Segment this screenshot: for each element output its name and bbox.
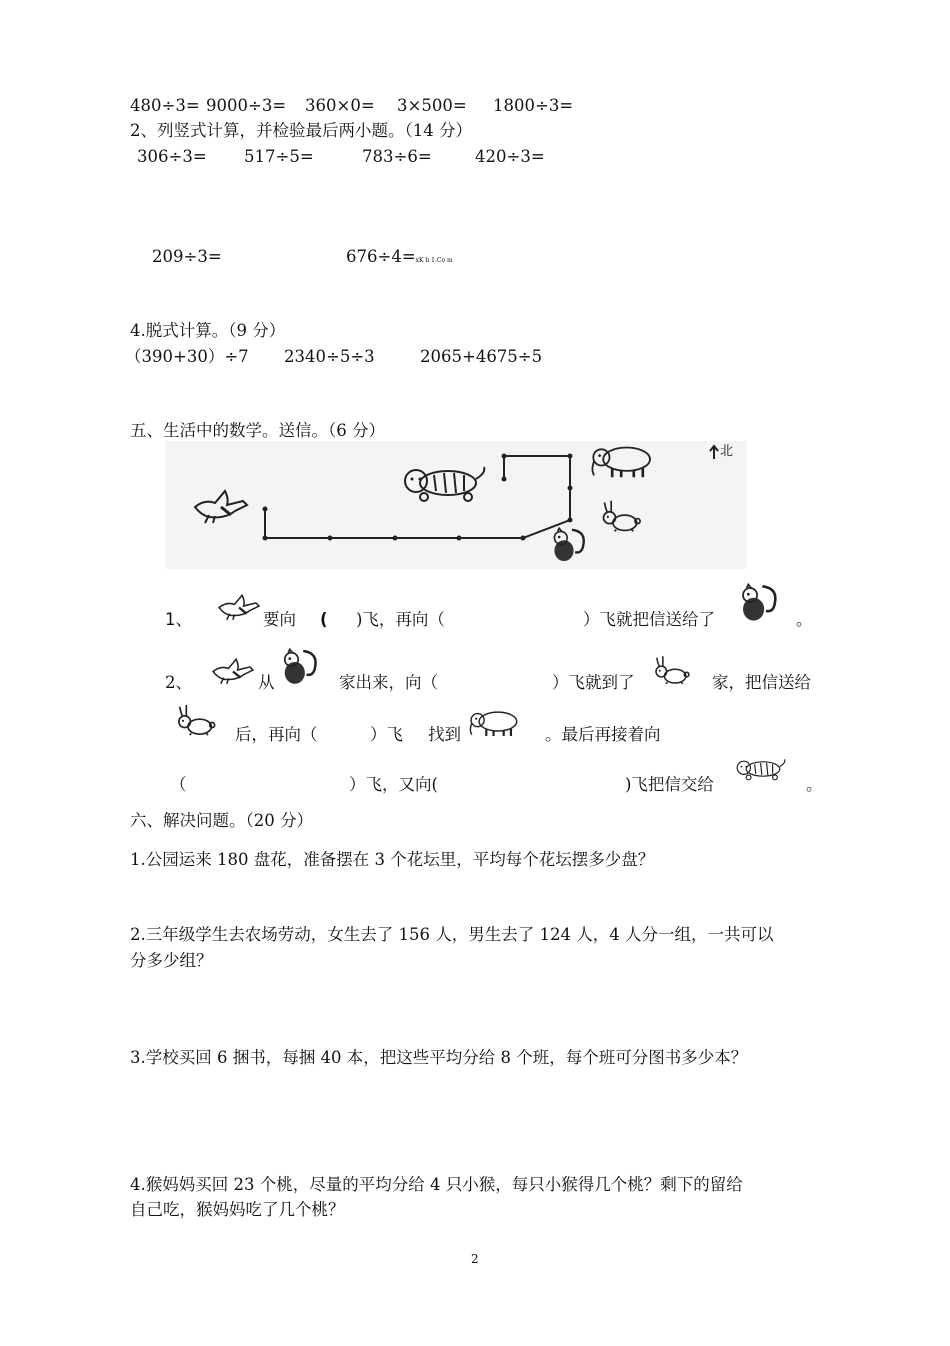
q2-text-4: 家，把信送给 bbox=[712, 673, 811, 692]
rabbit-icon bbox=[168, 700, 218, 740]
page-number: 2 bbox=[471, 1252, 479, 1266]
q2-number: 2、 bbox=[165, 673, 192, 692]
problem-4-line-1: 4.猴妈妈买回 23 个桃，尽量的平均分给 4 只小猴，每只小猴得几个桃？剩下的留给 bbox=[130, 1175, 743, 1194]
vertical-calc-676-text: 676÷4= bbox=[346, 247, 416, 266]
problem-3: 3.学校买回 6 捆书，每捆 40 本，把这些平均分给 8 个班，每个班可分图书多少本？ bbox=[130, 1048, 748, 1067]
q2-text-11: )飞把信交给 bbox=[625, 775, 714, 794]
q1-text-3: ）飞就把信送给了 bbox=[583, 610, 715, 629]
q2-text-7: 找到 bbox=[428, 725, 461, 744]
q1-number: 1、 bbox=[165, 610, 192, 629]
problem-4-line-2: 自己吃，猴妈妈吃了几个桃？ bbox=[130, 1200, 345, 1219]
section4-heading: 4.脱式计算。（9 分） bbox=[130, 321, 286, 340]
north-label: 北 bbox=[720, 444, 734, 459]
vertical-calc-306: 306÷3= bbox=[137, 147, 207, 166]
section6-heading: 六、解决问题。（20 分） bbox=[130, 811, 313, 830]
q2-text-5: 后，再向（ bbox=[235, 725, 318, 744]
vertical-calc-420: 420÷3= bbox=[475, 147, 545, 166]
vertical-calc-783: 783÷6= bbox=[362, 147, 432, 166]
vertical-calc-209: 209÷3= bbox=[152, 247, 222, 266]
dove-icon bbox=[210, 650, 256, 690]
section2-heading: 2、列竖式计算，并检验最后两小题。（14 分） bbox=[130, 121, 472, 140]
q1-paren-open: ( bbox=[320, 610, 328, 629]
rabbit-icon bbox=[646, 650, 692, 690]
section5-heading: 五、生活中的数学。送信。（6 分） bbox=[130, 421, 385, 440]
q2-end: 。 bbox=[806, 775, 823, 794]
step-calc-1: （390+30）÷7 bbox=[125, 347, 249, 366]
vertical-calc-676 bbox=[346, 247, 453, 267]
tiger-icon bbox=[733, 748, 787, 790]
q2-text-2: 家出来，向（ bbox=[339, 673, 438, 692]
watermark: xK b 1.Co m bbox=[415, 257, 453, 264]
squirrel-icon bbox=[278, 644, 320, 690]
squirrel-icon bbox=[736, 581, 780, 625]
calc-360-times-0: 360×0= bbox=[305, 96, 375, 115]
q1-text-1: 要向 bbox=[263, 610, 296, 629]
q1-text-2: )飞，再向（ bbox=[356, 610, 445, 629]
step-calc-2: 2340÷5÷3 bbox=[284, 347, 375, 366]
q2-text-3: ）飞就到了 bbox=[552, 673, 635, 692]
q2-text-10: ）飞，又向( bbox=[349, 775, 438, 794]
vertical-calc-517: 517÷5= bbox=[244, 147, 314, 166]
dove-icon bbox=[216, 586, 262, 626]
q1-end: 。 bbox=[796, 610, 813, 629]
problem-1: 1.公园运来 180 盘花，准备摆在 3 个花坛里，平均每个花坛摆多少盘？ bbox=[130, 850, 655, 869]
delivery-route-map bbox=[165, 441, 747, 569]
q2-text-8: 。最后再接着向 bbox=[545, 725, 661, 744]
q2-text-9: （ bbox=[170, 775, 187, 794]
calc-9000-div-3: 9000÷3= bbox=[206, 96, 287, 115]
calc-480-div-3: 480÷3= bbox=[130, 96, 200, 115]
problem-2-line-2: 分多少组？ bbox=[130, 951, 213, 970]
calc-3-times-500: 3×500= bbox=[397, 96, 467, 115]
problem-2-line-1: 2.三年级学生去农场劳动，女生去了 156 人，男生去了 124 人，4 人分一组，一共可以 bbox=[130, 925, 774, 944]
elephant-icon bbox=[466, 706, 524, 740]
q2-text-6: ）飞 bbox=[370, 725, 403, 744]
q2-text-1: 从 bbox=[258, 673, 275, 692]
calc-1800-div-3: 1800÷3= bbox=[493, 96, 574, 115]
step-calc-3: 2065+4675÷5 bbox=[420, 347, 543, 366]
